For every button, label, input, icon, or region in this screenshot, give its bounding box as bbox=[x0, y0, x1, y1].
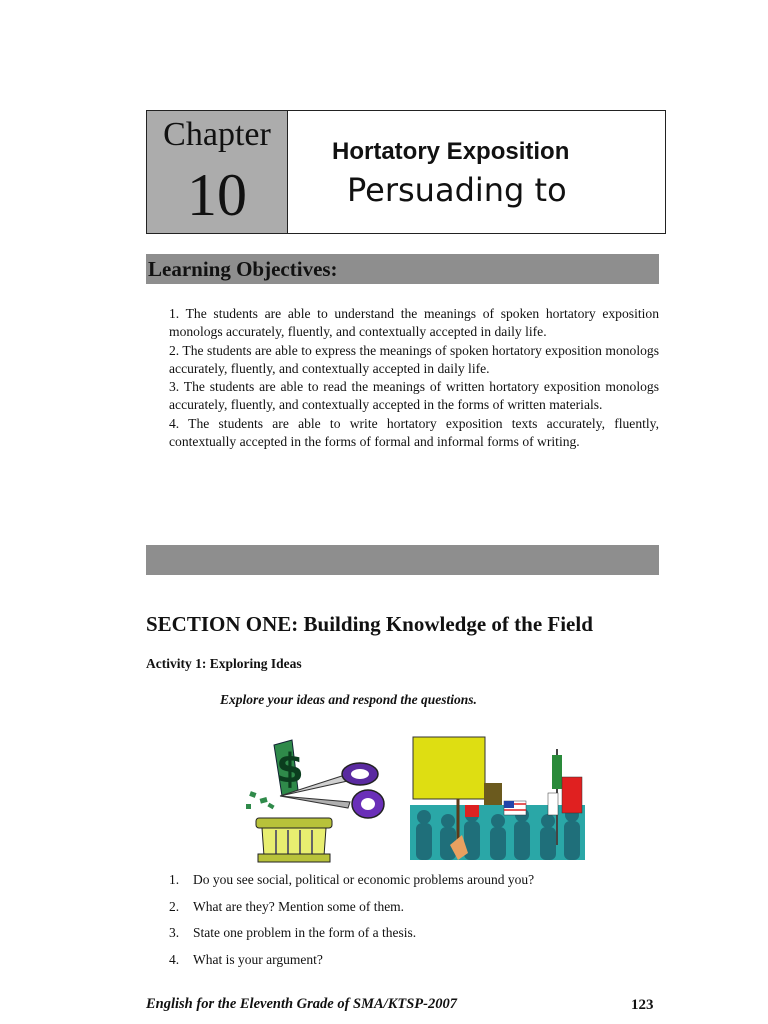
learning-objectives-heading: Learning Objectives: bbox=[148, 257, 338, 281]
question-item bbox=[169, 925, 534, 952]
learning-objectives-list bbox=[169, 305, 659, 451]
question-text: Do you see social, political or economic problems around you? bbox=[193, 872, 535, 887]
chapter-title-box bbox=[288, 111, 665, 233]
objective-item: 2. The students are able to express the meanings of spoken hortatory exposition monologs accurately, fluently, and contextually accepted in daily life. bbox=[169, 342, 659, 376]
question-text: What is your argument? bbox=[193, 951, 323, 967]
chapter-subtitle: Persuading to bbox=[347, 171, 567, 209]
protest-crowd-signs-icon bbox=[410, 735, 585, 860]
objective-item: 1. The students are able to understand the meanings of spoken hortatory exposition monologs accurately, fluently, and contextually accepted in daily life. bbox=[169, 306, 659, 340]
footer-text: English for the Eleventh Grade of SMA/KTSP-2007 bbox=[146, 996, 457, 1012]
objective-item: 4. The students are able to write hortatory exposition texts accurately, fluently, contextually accepted in the forms of formal and informal forms of writing. bbox=[169, 415, 659, 450]
question-item bbox=[169, 952, 534, 979]
question-item bbox=[169, 899, 534, 926]
page-number: 123 bbox=[631, 997, 654, 1013]
chapter-header bbox=[146, 110, 666, 234]
activity-instruction: Explore your ideas and respond the questions. bbox=[220, 692, 477, 707]
question-number: 3. bbox=[169, 925, 180, 940]
question-text: What are they? Mention some of them. bbox=[193, 898, 405, 914]
chapter-label-box bbox=[147, 111, 288, 233]
divider-bar bbox=[146, 545, 659, 575]
question-number: 4. bbox=[169, 951, 180, 967]
question-number: 2. bbox=[169, 898, 180, 914]
activity-title: Activity 1: Exploring Ideas bbox=[146, 656, 302, 671]
learning-objectives-bar bbox=[146, 254, 659, 284]
question-list bbox=[169, 872, 534, 978]
question-number: 1. bbox=[169, 872, 180, 887]
question-text: State one problem in the form of a thesis. bbox=[193, 925, 417, 940]
svg-text:$: $ bbox=[276, 746, 304, 792]
question-item bbox=[169, 872, 534, 899]
chapter-number: 10 bbox=[187, 162, 247, 228]
chapter-word: Chapter bbox=[163, 116, 271, 153]
objective-item: 3. The students are able to read the meanings of written hortatory exposition monologs accurately, fluently, and contextually accepted in the forms of written materials. bbox=[169, 379, 659, 413]
scissors-cutting-money-icon bbox=[240, 730, 390, 865]
chapter-title: Hortatory Exposition bbox=[332, 138, 570, 165]
section-title: SECTION ONE: Building Knowledge of the Field bbox=[146, 612, 593, 636]
